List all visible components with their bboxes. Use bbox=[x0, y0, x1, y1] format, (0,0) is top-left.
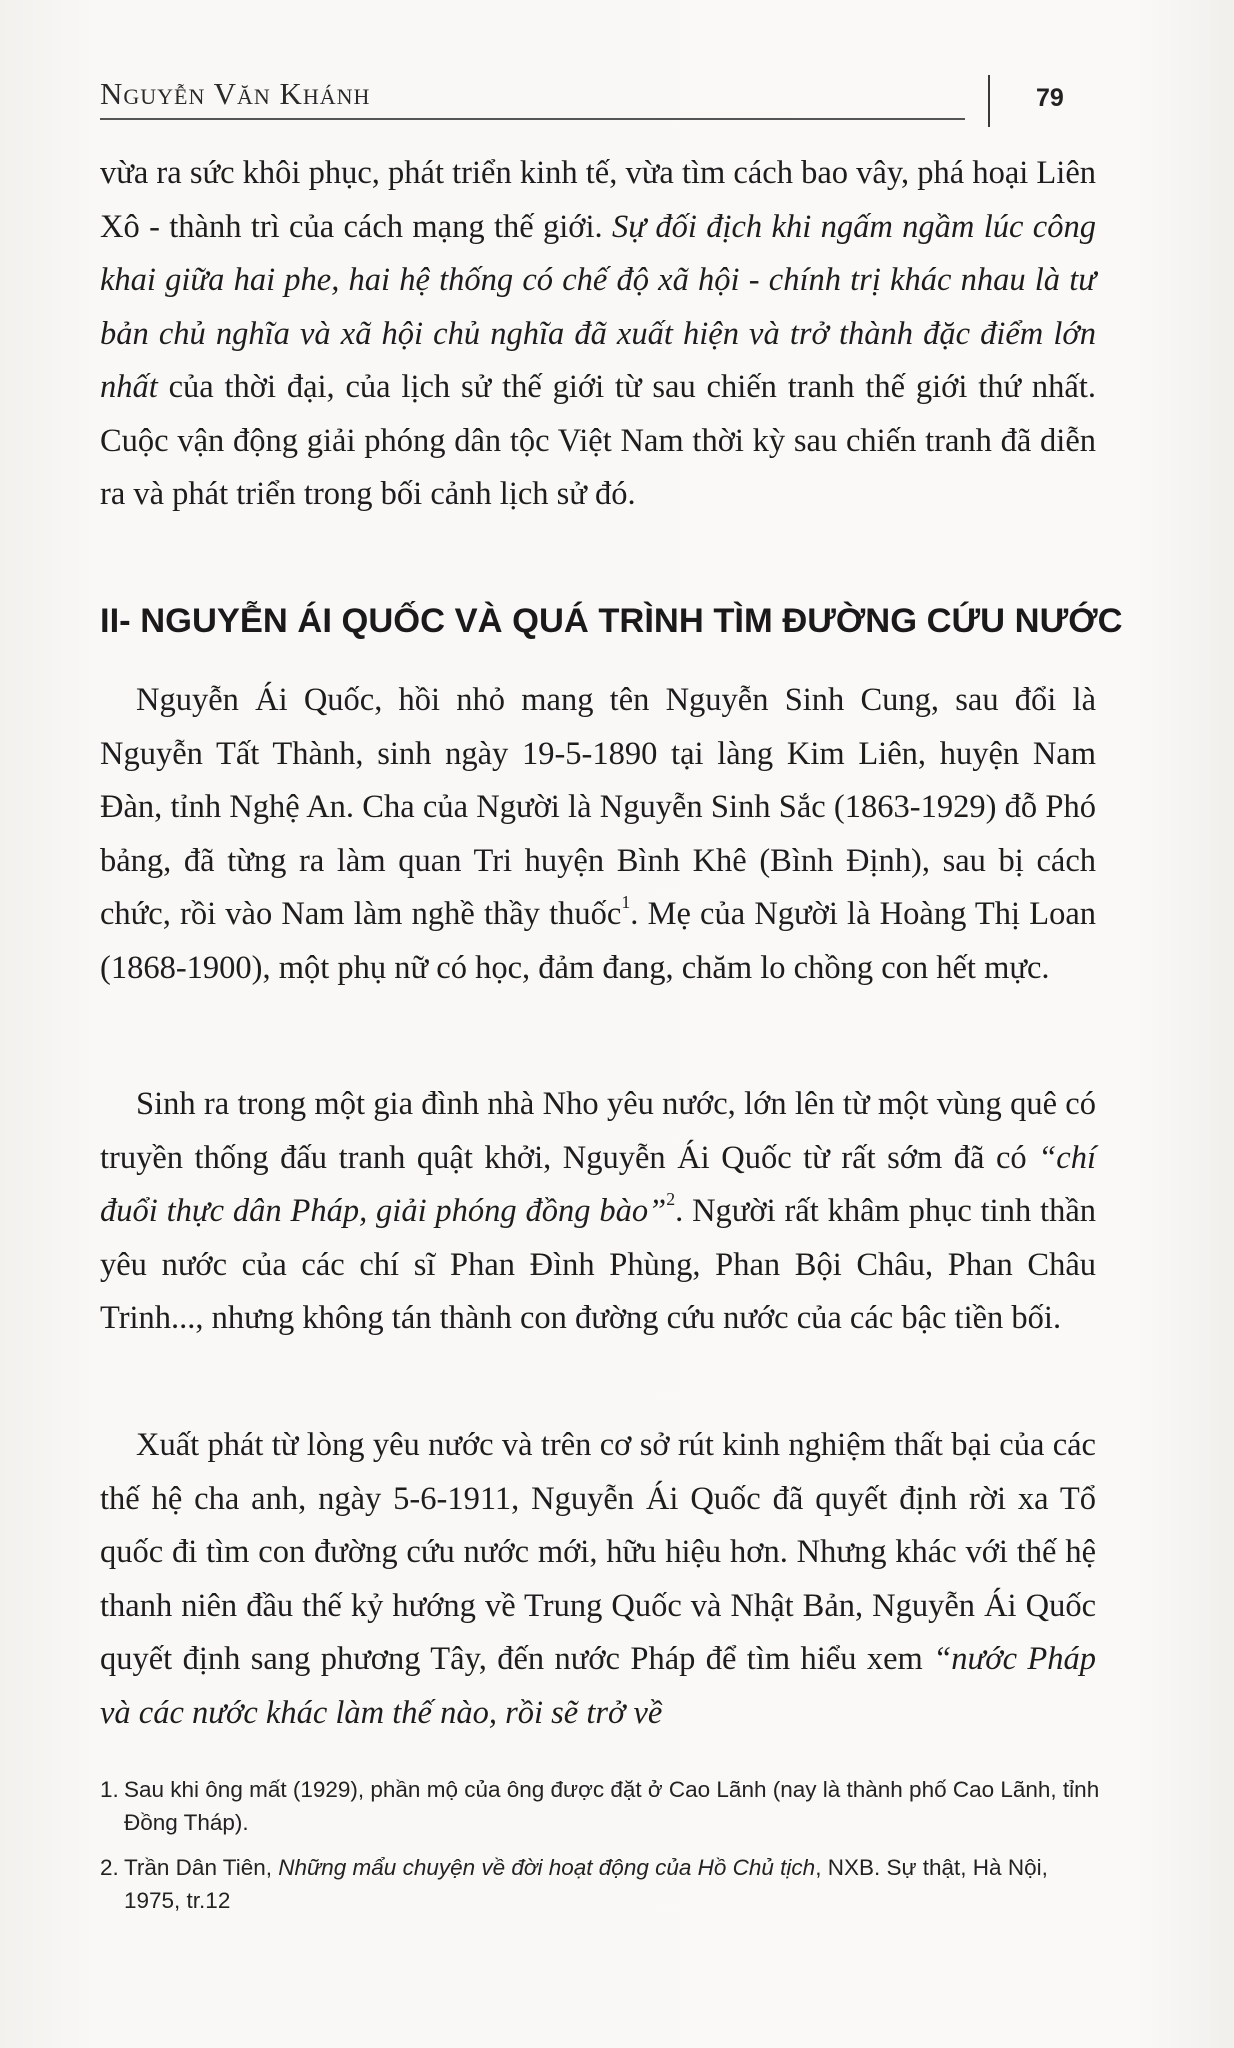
paragraph-3-text: Sinh ra trong một gia đình nhà Nho yêu nước, lớn lên từ một vùng quê có truyền thống đấu tranh quật khởi, Nguyễn Ái Quốc từ rất sớm đã có bbox=[100, 1086, 1096, 1176]
footnote-ref-1[interactable]: 1 bbox=[621, 891, 631, 912]
section-heading: II- NGUYỄN ÁI QUỐC VÀ QUÁ TRÌNH TÌM ĐƯỜNG CỨU NƯỚC bbox=[100, 602, 1123, 640]
paragraph-4-quote: “nước Pháp và các nước khác làm thế nào, rồi sẽ trở về bbox=[100, 1641, 1096, 1731]
footnote-2-title: Những mẩu chuyện về đời hoạt động của Hồ Chủ tịch bbox=[278, 1855, 816, 1880]
footnote-1 bbox=[100, 1773, 1100, 1839]
paragraph-1-text-end: của thời đại, của lịch sử thế giới từ sau chiến tranh thế giới thứ nhất. Cuộc vận động giải phóng dân tộc Việt Nam thời kỳ sau chiến tranh đã diễn ra và phát triển trong bối cảnh lịch sử đó. bbox=[100, 369, 1096, 512]
footnote-1-number: 1. bbox=[100, 1777, 119, 1802]
footnotes bbox=[100, 0, 1123, 2048]
footnote-2-author: Trần Dân Tiên, bbox=[124, 1855, 279, 1880]
paragraph-3-quote: “chí đuổi thực dân Pháp, giải phóng đồng bào” bbox=[100, 1139, 1096, 1229]
footnote-2 bbox=[100, 1851, 1100, 1917]
paragraph-2-text: Nguyễn Ái Quốc, hồi nhỏ mang tên Nguyễn Sinh Cung, sau đổi là Nguyễn Tất Thành, sinh ngày 19-5-1890 tại làng Kim Liên, huyện Nam Đàn, tỉnh Nghệ An. Cha của Người là Nguyễn Sinh Sắc (1863-1929) đỗ Phó bảng, đã từng ra làm quan Tri huyện Bình Khê (Bình Định), sau bị cách chức, rồi vào Nam làm nghề thầy thuốc bbox=[100, 682, 1096, 932]
paragraph-1-text: vừa ra sức khôi phục, phát triển kinh tế, vừa tìm cách bao vây, phá hoại Liên Xô - thành trì của cách mạng thế giới. bbox=[100, 155, 1096, 245]
page-number: 79 bbox=[1036, 84, 1064, 112]
footnote-1-text: Sau khi ông mất (1929), phần mộ của ông được đặt ở Cao Lãnh (nay là thành phố Cao Lãnh, tỉnh Đồng Tháp). bbox=[124, 1777, 1100, 1835]
footnote-ref-2[interactable]: 2 bbox=[666, 1188, 676, 1209]
footnote-2-number: 2. bbox=[100, 1855, 119, 1880]
running-header-author: Nguyễn Văn Khánh bbox=[100, 76, 371, 111]
paragraph-2-text-end: . Mẹ của Người là Hoàng Thị Loan (1868-1900), một phụ nữ có học, đảm đang, chăm lo chồng con hết mực. bbox=[100, 896, 1096, 986]
paragraph-4-text: Xuất phát từ lòng yêu nước và trên cơ sở rút kinh nghiệm thất bại của các thế hệ cha anh, ngày 5-6-1911, Nguyễn Ái Quốc đã quyết định rời xa Tổ quốc đi tìm con đường cứu nước mới, hữu hiệu hơn. Nhưng khác với thế hệ thanh niên đầu thế kỷ hướng về Trung Quốc và Nhật Bản, Nguyễn Ái Quốc quyết định sang phương Tây, đến nước Pháp để tìm hiểu xem bbox=[100, 1427, 1096, 1677]
footnote-2-body bbox=[100, 1851, 1100, 1917]
paragraph-1-italic: Sự đối địch khi ngấm ngầm lúc công khai giữa hai phe, hai hệ thống có chế độ xã hội - chính trị khác nhau là tư bản chủ nghĩa và xã hội chủ nghĩa đã xuất hiện và trở thành đặc điểm lớn nhất bbox=[100, 208, 1096, 405]
paragraph-3-text-end: . Người rất khâm phục tinh thần yêu nước của các chí sĩ Phan Đình Phùng, Phan Bội Châu, Phan Châu Trinh..., nhưng không tán thành con đường cứu nước của các bậc tiền bối. bbox=[100, 1193, 1096, 1336]
footnote-2-publisher: , NXB. Sự thật, Hà Nội, 1975, tr.12 bbox=[124, 1855, 1048, 1913]
